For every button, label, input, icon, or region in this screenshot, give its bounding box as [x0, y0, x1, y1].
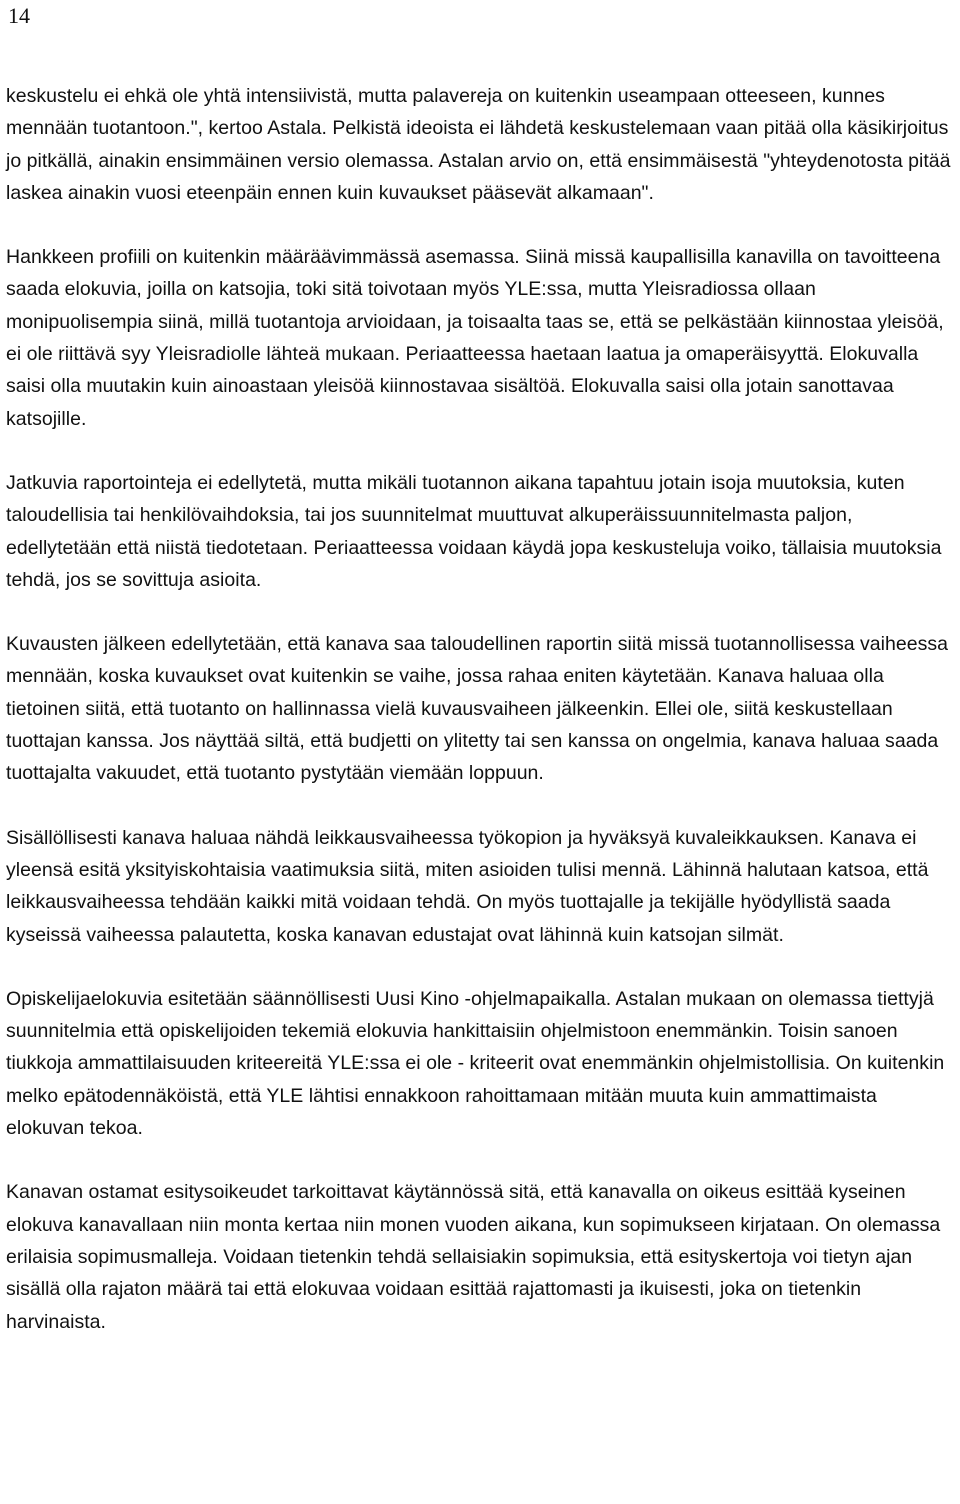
paragraph-6 — [6, 983, 956, 1144]
document-body — [6, 80, 956, 1370]
paragraph-2 — [6, 241, 956, 435]
paragraph-5 — [6, 822, 956, 951]
paragraph-text: Opiskelijaelokuvia esitetään säännöllisesti Uusi Kino -ohjelmapaikalla. Astalan mukaan on olemassa tiettyjä suunnitelmia että opiskelijoiden tekemiä elokuvia hankittaisiin ohjelmistoon enemmänkin. Toisin sanoen tiukkoja ammattilaisuuden kriteereitä YLE:ssa ei ole - kriteerit ovat enemmänkin ohjelmistollisia. On kuitenkin melko epätodennäköistä, että YLE lähtisi ennakkoon rahoittamaan mitään muuta kuin ammattimaista elokuvan tekoa. — [6, 987, 945, 1140]
paragraph-text: keskustelu ei ehkä ole yhtä intensiivistä, mutta palavereja on kuitenkin useampaan otteeseen, kunnes mennään tuotantoon.", kertoo Astala. Pelkistä ideoista ei lähdetä keskustelemaan vaan pitää olla käsikirjoitus jo pitkällä, ainakin ensimmäinen versio olemassa. Astalan arvio on, että ensimmäisestä "yhteydenotosta pitää laskea ainakin vuosi eteenpäin ennen kuin kuvaukset pääsevät alkamaan". — [6, 85, 951, 204]
paragraph-text: Kuvausten jälkeen edellytetään, että kanava saa taloudellinen raportin siitä missä tuotannollisessa vaiheessa mennään, koska kuvaukset ovat kuitenkin se vaihe, jossa rahaa eniten käytetään. Kanava haluaa olla tietoinen siitä, että tuotanto on hallinnassa vielä kuvausvaiheen jälkeenkin. Ellei ole, siitä keskustellaan tuottajan kanssa. Jos näyttää siltä, että budjetti on ylitetty tai sen kanssa on ongelmia, kanava haluaa saada tuottajalta vakuudet, että tuotanto pystytään viemään loppuun. — [6, 633, 949, 785]
page-number: 14 — [8, 3, 30, 28]
paragraph-4 — [6, 628, 956, 789]
paragraph-text: Jatkuvia raportointeja ei edellytetä, mutta mikäli tuotannon aikana tapahtuu jotain isoja muutoksia, kuten taloudellisia tai henkilövaihdoksia, tai jos suunnitelmat muuttuvat alkuperäissuunnitelmasta paljon, edellytetään että niistä tiedotetaan. Periaatteessa voidaan käydä jopa keskusteluja voiko, tällaisia muutoksia tehdä, jos se sovittuja asioita. — [6, 471, 942, 591]
paragraph-text: Sisällöllisesti kanava haluaa nähdä leikkausvaiheessa työkopion ja hyväksyä kuvaleikkauksen. Kanava ei yleensä esitä yksityiskohtaisia vaatimuksia siitä, miten asioiden tulisi mennä. Lähinnä halutaan katsoa, että leikkausvaiheessa tehdään kaikki mitä voidaan tehdä. On myös tuottajalle ja tekijälle hyödyllistä saada kyseissä vaiheessa palautetta, koska kanavan edustajat ovat lähinnä kuin katsojan silmät. — [6, 826, 929, 946]
paragraph-text: Kanavan ostamat esitysoikeudet tarkoittavat käytännössä sitä, että kanavalla on oikeus esittää kyseinen elokuva kanavallaan niin monta kertaa niin monen vuoden aikana, kun sopimukseen kirjataan. On olemassa erilaisia sopimusmalleja. Voidaan tietenkin tehdä sellaisiakin sopimuksia, että esityskertoja voi tietyn ajan sisällä olla rajaton määrä tai että elokuvaa voidaan esittää rajattomasti ja ikuisesti, joka on tietenkin harvinaista. — [6, 1181, 941, 1333]
paragraph-text: Hankkeen profiili on kuitenkin määräävimmässä asemassa. Siinä missä kaupallisilla kanavilla on tavoitteena saada elokuvia, joilla on katsojia, toki sitä toivotaan myös YLE:ssa, mutta Yleisradiossa ollaan monipuolisempia siinä, millä tuotantoja arvioidaan, ja toisaalta taas se, että se pelkästään kiinnostaa yleisöä, ei ole riittävä syy Yleisradiolle lähteä mukaan. Periaatteessa haetaan laatua ja omaperäisyyttä. Elokuvalla saisi olla muutakin kuin ainoastaan yleisöä kiinnostavaa sisältöä. Elokuvalla saisi olla jotain sanottavaa katsojille. — [6, 246, 944, 430]
paragraph-1 — [6, 80, 956, 209]
paragraph-3 — [6, 467, 956, 596]
paragraph-7 — [6, 1176, 956, 1337]
